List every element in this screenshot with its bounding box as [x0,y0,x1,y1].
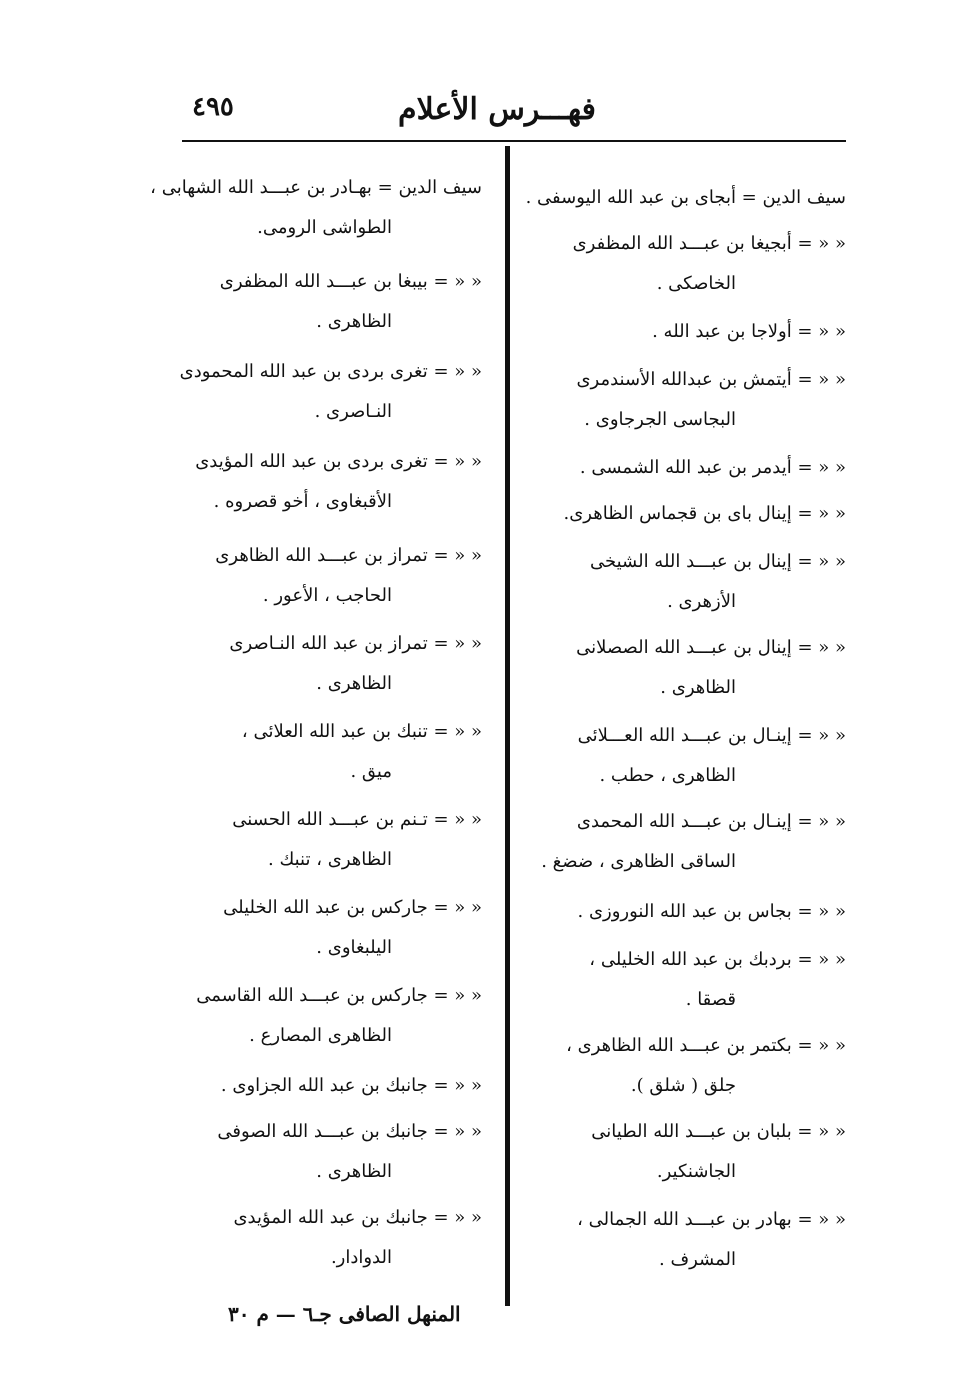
page-number: ٤٩٥ [192,92,234,122]
entry-line: « « = إينـال بن عبـــد الله العـــلائى [577,725,846,746]
entry-line: « « = إينال باى بن قجماس الظاهرى. [563,503,846,524]
entry-continuation: جلق ( شلق ). [630,1075,736,1096]
page-header [180,88,846,138]
entry-continuation: الأزهرى . [667,591,736,612]
entry-line: « « = تنبك بن عبد الله العلائى ، [241,721,482,742]
entry-continuation: الظاهرى المصارع . [249,1025,392,1046]
header-divider [182,140,846,142]
page-footer: المنهل الصافى جـ٦ — م ٣٠ [228,1302,461,1326]
entry-line: « « = جانبك بن عبد الله الجزاوى . [220,1075,482,1096]
entry-line: « « = بلبان بن عبـــد الله الطيانى [591,1121,846,1142]
entry-continuation: الظاهرى . [316,673,392,694]
entry-continuation: ميق . [350,761,392,782]
entry-line: « « = جاركس بن عبد الله الخليلى [223,897,482,918]
entry-continuation: الظاهرى ، تنبك . [268,849,392,870]
entry-continuation: البجاسى الجرجاوى . [584,409,736,430]
page-title: فهـــرس الأعلام [398,92,596,127]
entry-line: « « = تغرى بردى بن عبد الله المؤيدى [195,451,482,472]
entry-continuation: المشرف . [659,1249,736,1270]
entry-continuation: الأقبغاوى ، أخو قصروه . [213,491,392,512]
entry-line: « « = أولاجا بن عبد الله . [652,321,846,342]
entry-continuation: الظاهرى ، حطب . [599,765,736,786]
entry-continuation: النـاصرى . [314,401,392,422]
entry-line: « « = تمراز بن عبد الله النـاصرى [229,633,482,654]
entry-line: « « = أيتمش بن عبدالله الأسندمرى [576,369,846,390]
entry-line: « « = جانبك بن عبد الله المؤيدى [233,1207,482,1228]
entry-line: سيف الدين = بهـادر بن عبـــد الله الشهابى ، [150,177,482,198]
entry-line: « « = بهادر بن عبـــد الله الجمالى ، [577,1209,846,1230]
entry-continuation: الجاشنكير. [656,1161,736,1182]
entry-line: « « = إينـال بن عبـــد الله المحمدى [576,811,846,832]
column-divider [505,146,510,1306]
entry-line: « « = إينال بن عبـــد الله الصصلانى [576,637,846,658]
entry-continuation: الخاصكى . [656,273,736,294]
entry-line: « « = بكتمر بن عبـــد الله الظاهرى ، [566,1035,846,1056]
entry-line: سيف الدين = أبجاى بن عبد الله اليوسفى . [525,187,846,208]
entry-line: « « = تـنم بن عبـــد الله الحسنى [232,809,482,830]
entry-line: « « = أبجيغا بن عبـــد الله المظفرى [572,233,846,254]
entry-line: « « = بجاس بن عبد الله النوروزى . [577,901,846,922]
entry-line: « « = جانبك بن عبـــد الله الصوفى [217,1121,482,1142]
entry-continuation: الحاجب ، الأعور . [262,585,392,606]
entry-continuation: الدوادار. [330,1247,392,1268]
entry-continuation: اليلبغاوى . [316,937,392,958]
entry-line: « « = تمراز بن عبـــد الله الظاهرى [215,545,482,566]
entry-continuation: الطواشى الرومى. [257,217,392,238]
entry-line: « « = جاركس بن عبـــد الله القاسمى [196,985,482,1006]
entry-line: « « = أيدمر بن عبد الله الشمسى . [579,457,846,478]
entry-line: « « = بردبك بن عبد الله الخليلى ، [589,949,846,970]
entry-continuation: الظاهرى . [316,311,392,332]
entry-line: « « = بيبغا بن عبـــد الله المظفرى [219,271,482,292]
entry-continuation: الظاهرى . [316,1161,392,1182]
entry-continuation: الظاهرى . [660,677,736,698]
entry-line: « « = إينال بن عبـــد الله الشيخى [589,551,846,572]
entry-continuation: قصقا . [685,989,736,1010]
entry-continuation: الساقى الظاهرى ، ضضغ . [541,851,736,872]
entry-line: « « = تغرى بردى بن عبد الله المحمودى [179,361,482,382]
